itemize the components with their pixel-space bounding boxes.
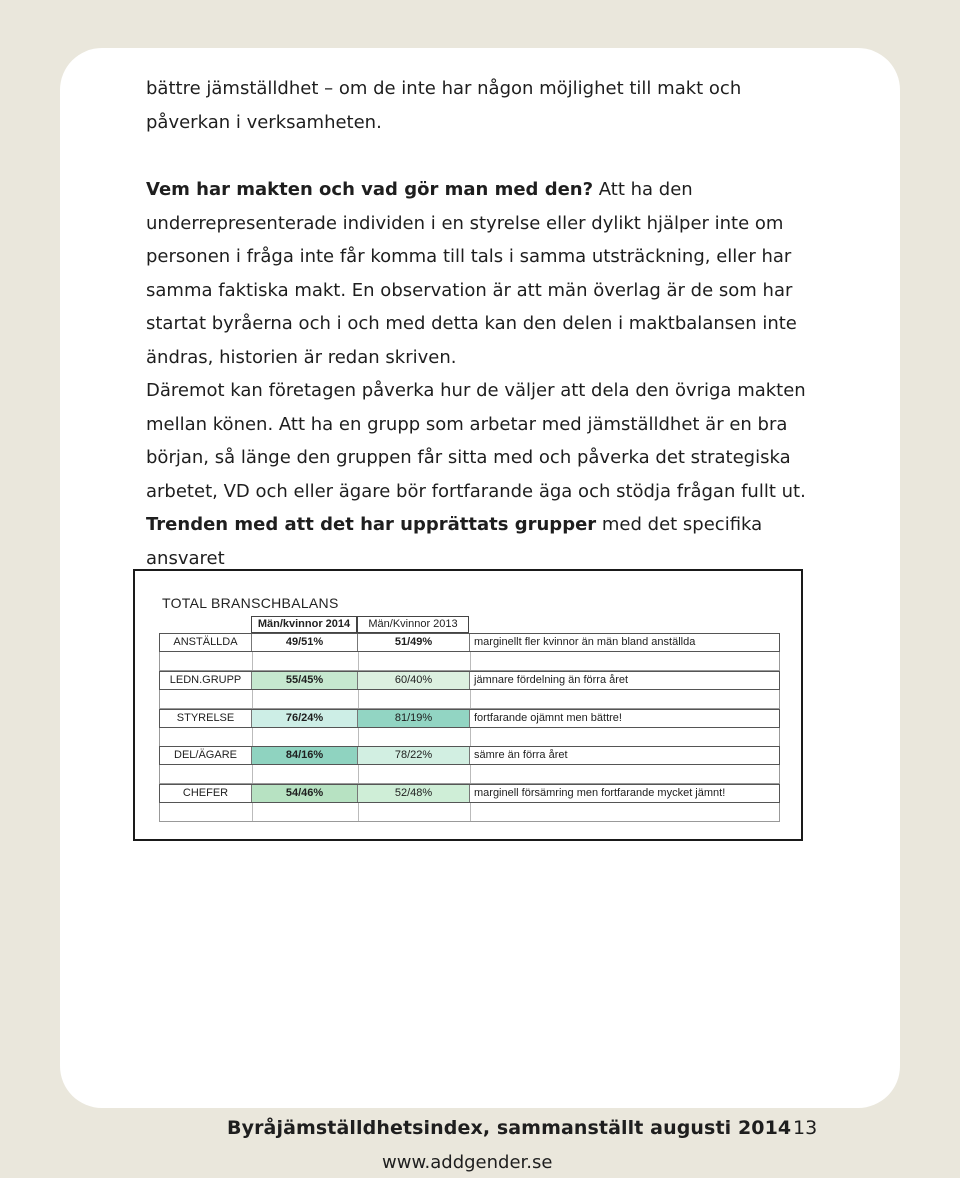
table-row: [159, 784, 780, 803]
value-2013: 78/22%: [358, 747, 470, 764]
row-label: LEDN.GRUPP: [160, 672, 252, 689]
row-note: marginell försämring men fortfarande mycket jämnt!: [474, 787, 726, 799]
column-header-2014: Män/kvinnor 2014: [251, 616, 357, 633]
paragraph-intro: [146, 72, 806, 139]
row-note: fortfarande ojämnt men bättre!: [474, 712, 622, 724]
paragraph-power-text: Att ha den underrepresenterade individen i en styrelse eller dylikt hjälper inte om personen i fråga inte får komma till tals i samma utsträckning, eller har samma faktiska makt. En observation är att män överlag är de som har startat byråerna och i och med detta kan den delen i maktbalansen inte ändras, historien är redan skriven.: [146, 179, 797, 368]
footer-title: Byråjämställdhetsindex, sammanställt augusti 2014: [227, 1117, 792, 1139]
row-note: jämnare fördelning än förra året: [474, 674, 629, 686]
value-2014: 55/45%: [252, 672, 358, 689]
row-label: ANSTÄLLDA: [160, 634, 252, 651]
heading-trend: Trenden med att det har upprättats grupper: [146, 514, 597, 535]
row-note: marginellt fler kvinnor än män bland anställda: [474, 636, 696, 648]
page-number: 13: [793, 1117, 818, 1139]
column-header-2013: Män/Kvinnor 2013: [357, 616, 469, 633]
value-2014: 84/16%: [252, 747, 358, 764]
table-spacer-row: [159, 728, 780, 747]
branschbalans-table: [133, 569, 803, 841]
value-2013: 52/48%: [358, 785, 470, 802]
table-spacer-row: [159, 690, 780, 709]
table-title: TOTAL BRANSCHBALANS: [162, 595, 339, 611]
paragraph-power: [146, 173, 806, 575]
value-2014: 76/24%: [252, 710, 358, 727]
paragraph-trend-text: med det specifika ansvaret: [146, 514, 763, 569]
value-2013: 81/19%: [358, 710, 470, 727]
row-note: sämre än förra året: [474, 749, 568, 761]
value-2014: 54/46%: [252, 785, 358, 802]
table-row: [159, 671, 780, 690]
row-label: DEL/ÄGARE: [160, 747, 252, 764]
footer-url[interactable]: www.addgender.se: [382, 1152, 553, 1173]
value-2014: 49/51%: [252, 634, 358, 651]
table-spacer-row: [159, 803, 780, 822]
table-row: [159, 633, 780, 652]
paragraph-power-text-2: Däremot kan företagen påverka hur de väljer att dela den övriga makten mellan könen. Att ha en grupp som arbetar med jämställdhet är en bra början, så länge den gruppen får sitta med och påverka det strategiska arbetet, VD och eller ägare bör fortfarande äga och stödja frågan fullt ut.: [146, 380, 806, 502]
heading-power: Vem har makten och vad gör man med den?: [146, 179, 594, 200]
value-2013: 51/49%: [358, 634, 470, 651]
row-label: STYRELSE: [160, 710, 252, 727]
table-row: [159, 709, 780, 728]
paragraph-intro-text: bättre jämställdhet – om de inte har någon möjlighet till makt och påverkan i verksamheten.: [146, 78, 742, 133]
value-2013: 60/40%: [358, 672, 470, 689]
table-spacer-row: [159, 652, 780, 671]
table-row: [159, 746, 780, 765]
row-label: CHEFER: [160, 785, 252, 802]
table-spacer-row: [159, 765, 780, 784]
